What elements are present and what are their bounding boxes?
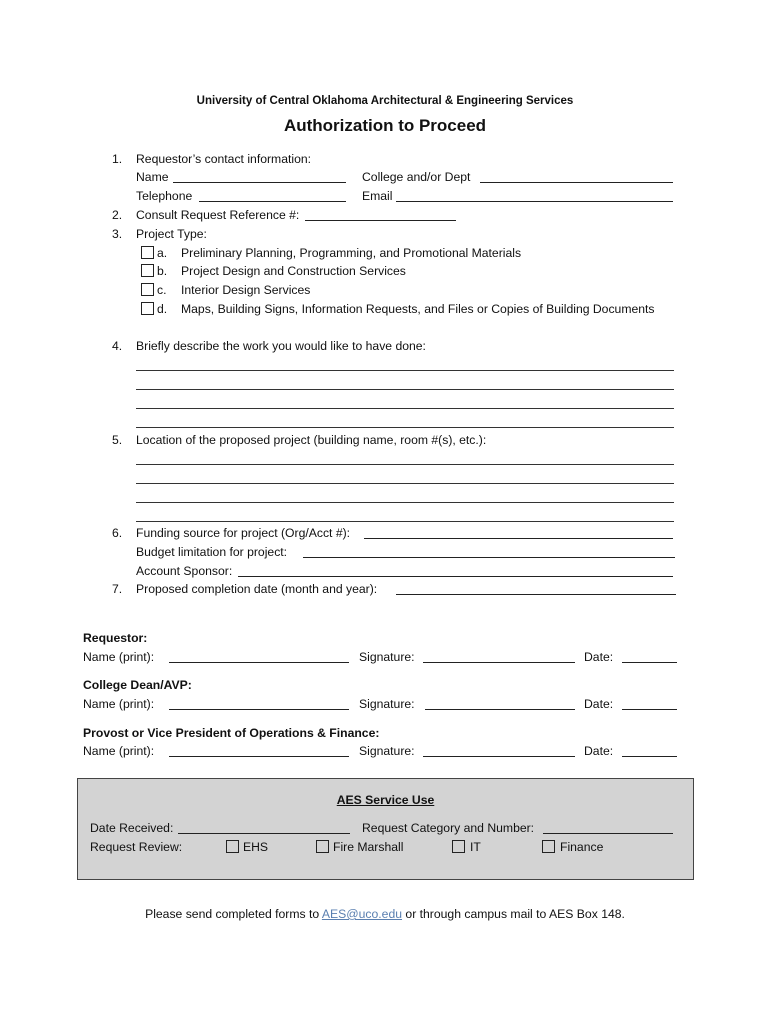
organization-name: University of Central Oklahoma Architectural & Engineering Services [196,95,574,107]
project-type-d-label: Maps, Building Signs, Information Requests, and Files or Copies of Building Documents [181,302,655,316]
sponsor-label: Account Sponsor: [136,564,233,578]
item-number-5: 5. [112,433,123,447]
requestor-name-label: Name (print): [83,650,155,664]
dean-date-label: Date: [584,697,614,711]
requestor-name-field[interactable] [169,652,349,663]
work-description-line-4[interactable] [136,427,674,428]
dean-name-label: Name (print): [83,697,155,711]
item-number-1: 1. [112,152,123,166]
date-received-label: Date Received: [90,821,174,835]
funding-source-field[interactable] [364,528,673,539]
requestor-heading: Requestor: [83,631,148,645]
requestor-date-label: Date: [584,650,614,664]
requestor-signature-label: Signature: [359,650,415,664]
review-finance-label: Finance [560,840,604,854]
project-type-a-label: Preliminary Planning, Programming, and Promotional Materials [181,246,522,260]
footer-note [0,907,770,921]
project-type-a-letter: a. [157,246,168,260]
question-consult-reference: Consult Request Reference #: [136,208,300,222]
dean-name-field[interactable] [169,699,349,710]
budget-label: Budget limitation for project: [136,545,288,559]
provost-date-field[interactable] [622,746,677,757]
dean-heading: College Dean/AVP: [83,678,192,692]
dean-signature-field[interactable] [425,699,575,710]
work-description-line-1[interactable] [136,370,674,371]
request-review-label: Request Review: [90,840,183,854]
provost-signature-label: Signature: [359,744,415,758]
telephone-field[interactable] [199,191,346,202]
review-ehs-checkbox[interactable] [226,840,239,853]
review-fire-marshall-label: Fire Marshall [333,840,404,854]
provost-date-label: Date: [584,744,614,758]
date-received-field[interactable] [178,823,350,834]
page-title: Authorization to Proceed [283,116,487,135]
review-fire-marshall-checkbox[interactable] [316,840,329,853]
item-number-4: 4. [112,339,123,353]
name-field[interactable] [173,172,346,183]
project-type-d-checkbox[interactable] [141,302,154,315]
project-type-a-checkbox[interactable] [141,246,154,259]
review-ehs-label: EHS [243,840,269,854]
item-number-7: 7. [112,582,123,596]
email-field[interactable] [396,191,673,202]
project-type-c-letter: c. [157,283,167,297]
telephone-label: Telephone [136,189,193,203]
name-label: Name [136,170,169,184]
college-field[interactable] [480,172,673,183]
question-contact-info: Requestor’s contact information: [136,152,312,166]
aes-panel-title: AES Service Use [336,793,435,807]
provost-heading: Provost or Vice President of Operations & Finance: [83,726,380,740]
review-it-checkbox[interactable] [452,840,465,853]
dean-date-field[interactable] [622,699,677,710]
footer-text-before: Please send completed forms to [145,907,322,921]
budget-field[interactable] [303,547,675,558]
dean-signature-label: Signature: [359,697,415,711]
question-project-type: Project Type: [136,227,207,241]
project-type-c-label: Interior Design Services [181,283,311,297]
question-work-description: Briefly describe the work you would like to have done: [136,339,426,353]
item-number-2: 2. [112,208,123,222]
request-category-label: Request Category and Number: [362,821,535,835]
review-finance-checkbox[interactable] [542,840,555,853]
project-type-c-checkbox[interactable] [141,283,154,296]
location-line-3[interactable] [136,502,674,503]
item-number-3: 3. [112,227,123,241]
requestor-date-field[interactable] [622,652,677,663]
completion-date-field[interactable] [396,584,676,595]
question-completion-date: Proposed completion date (month and year): [136,582,378,596]
email-label: Email [362,189,393,203]
college-label: College and/or Dept [362,170,471,184]
consult-reference-field[interactable] [305,210,456,221]
project-type-d-letter: d. [157,302,168,316]
aes-service-panel [77,778,694,880]
question-location: Location of the proposed project (building name, room #(s), etc.): [136,433,487,447]
request-category-field[interactable] [543,823,673,834]
location-line-2[interactable] [136,483,674,484]
sponsor-field[interactable] [238,566,673,577]
footer-text-after: or through campus mail to AES Box 148. [402,907,625,921]
project-type-b-label: Project Design and Construction Services [181,264,406,278]
work-description-line-3[interactable] [136,408,674,409]
review-it-label: IT [470,840,481,854]
location-line-4[interactable] [136,521,674,522]
provost-name-label: Name (print): [83,744,155,758]
provost-name-field[interactable] [169,746,349,757]
provost-signature-field[interactable] [423,746,575,757]
requestor-signature-field[interactable] [423,652,575,663]
work-description-line-2[interactable] [136,389,674,390]
aes-email-link[interactable]: AES@uco.edu [321,907,403,921]
project-type-b-letter: b. [157,264,168,278]
location-line-1[interactable] [136,464,674,465]
item-number-6: 6. [112,526,123,540]
project-type-b-checkbox[interactable] [141,264,154,277]
question-funding-source: Funding source for project (Org/Acct #): [136,526,351,540]
